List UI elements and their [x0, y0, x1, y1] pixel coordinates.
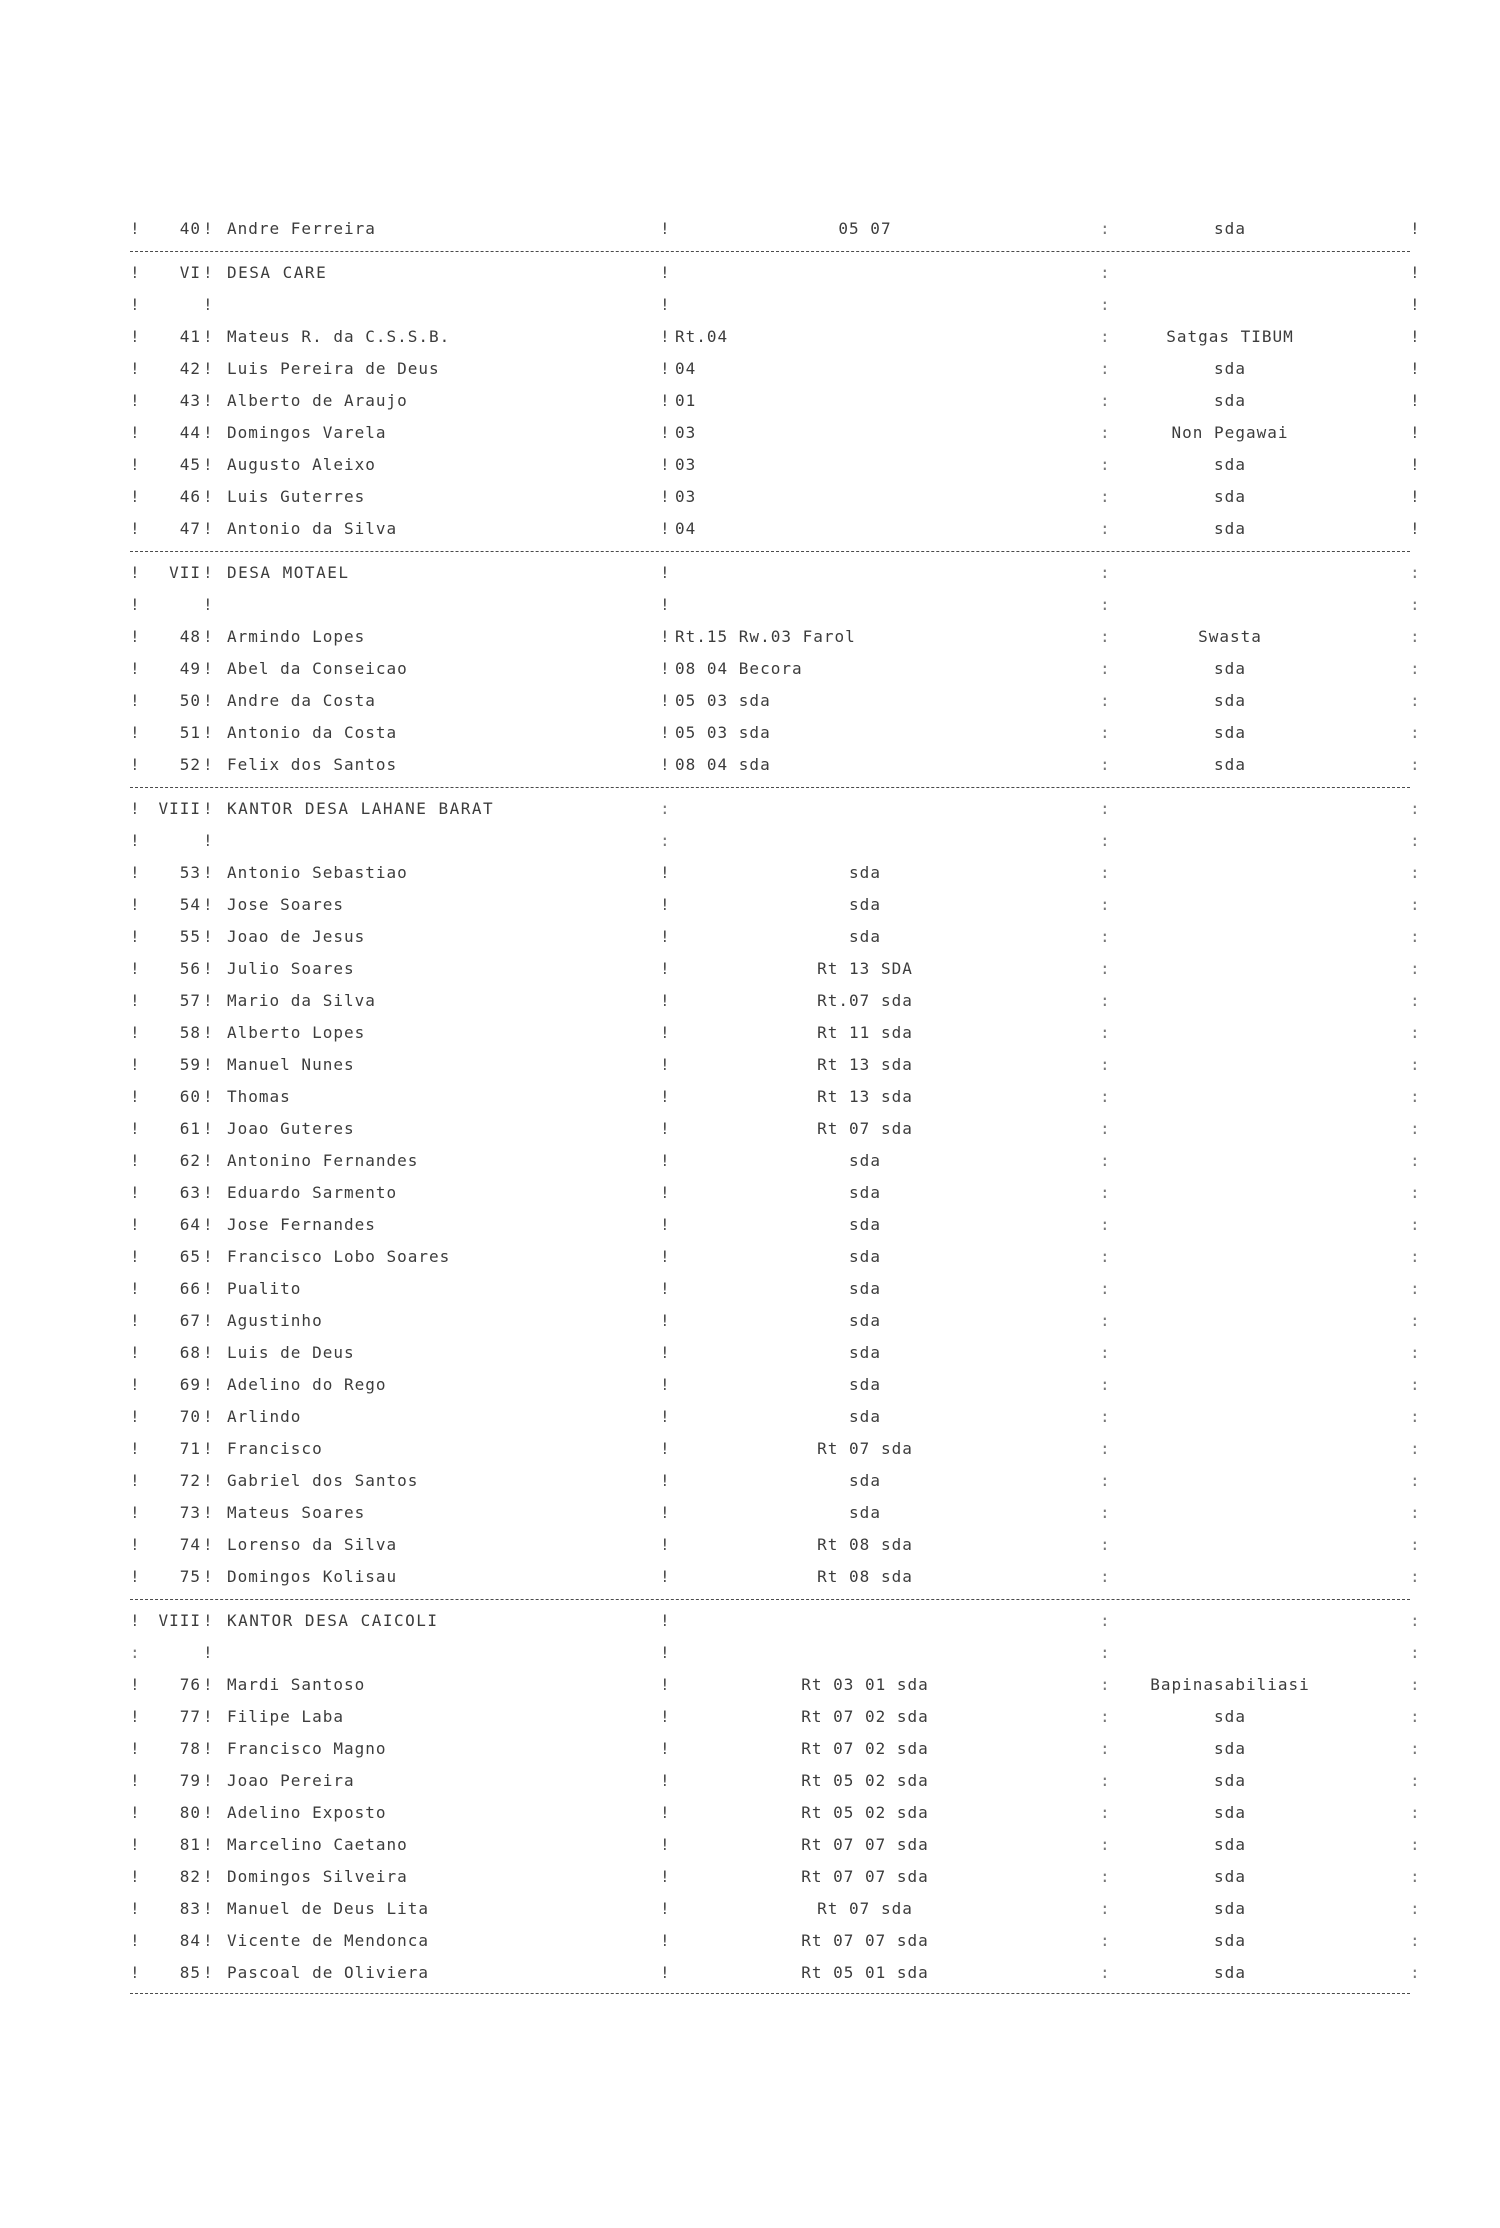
address-cell: 05 03 sda — [675, 691, 771, 710]
row-number: 68 — [179, 1343, 201, 1362]
address-cell: Rt 07 07 sda — [801, 1835, 929, 1854]
table-row: ! 45 ! Augusto Aleixo ! 03 : sda ! — [125, 449, 1415, 481]
table-row: ! 75 ! Domingos Kolisau ! Rt 08 sda : : — [125, 1561, 1415, 1593]
person-name: Andre da Costa — [227, 691, 376, 710]
row-number: 73 — [179, 1503, 201, 1522]
row-number: 72 — [179, 1471, 201, 1490]
occupation-cell: sda — [1214, 1931, 1246, 1950]
row-number: 40 — [179, 219, 201, 238]
section-divider — [125, 245, 1415, 257]
row-number: 41 — [179, 327, 201, 346]
row-number: 51 — [179, 723, 201, 742]
row-number: 82 — [179, 1867, 201, 1886]
table-row: ! 42 ! Luis Pereira de Deus ! 04 : sda ! — [125, 353, 1415, 385]
person-name: Domingos Silveira — [227, 1867, 408, 1886]
address-cell: Rt 07 sda — [817, 1119, 913, 1138]
address-cell: Rt.15 Rw.03 Farol — [675, 627, 856, 646]
person-name: Francisco Magno — [227, 1739, 387, 1758]
person-name: Alberto de Araujo — [227, 391, 408, 410]
row-number: 65 — [179, 1247, 201, 1266]
occupation-cell: sda — [1214, 219, 1246, 238]
table-row: ! 76 ! Mardi Santoso ! Rt 03 01 sda : Bapinasabiliasi : — [125, 1669, 1415, 1701]
person-name: Andre Ferreira — [227, 219, 376, 238]
address-cell: sda — [849, 1247, 881, 1266]
address-cell: 05 07 — [838, 219, 892, 238]
row-number: 83 — [179, 1899, 201, 1918]
row-number: 46 — [179, 487, 201, 506]
address-cell: sda — [849, 1343, 881, 1362]
person-name: Luis Pereira de Deus — [227, 359, 440, 378]
table-row: ! 84 ! Vicente de Mendonca ! Rt 07 07 sda : sda : — [125, 1925, 1415, 1957]
occupation-cell: sda — [1214, 359, 1246, 378]
address-cell: sda — [849, 1311, 881, 1330]
occupation-cell: sda — [1214, 659, 1246, 678]
row-number: 60 — [179, 1087, 201, 1106]
table-row: ! 46 ! Luis Guterres ! 03 : sda ! — [125, 481, 1415, 513]
occupation-cell: sda — [1214, 723, 1246, 742]
occupation-cell: sda — [1214, 455, 1246, 474]
occupation-cell: sda — [1214, 1963, 1246, 1982]
table-row: ! 67 ! Agustinho ! sda : : — [125, 1305, 1415, 1337]
row-number: 76 — [179, 1675, 201, 1694]
row-number: 85 — [179, 1963, 201, 1982]
person-name: Luis de Deus — [227, 1343, 355, 1362]
person-name: Adelino do Rego — [227, 1375, 387, 1394]
section-title: DESA MOTAEL — [227, 563, 350, 582]
table-row: ! 64 ! Jose Fernandes ! sda : : — [125, 1209, 1415, 1241]
table-row: ! 50 ! Andre da Costa ! 05 03 sda : sda : — [125, 685, 1415, 717]
table-row: ! 83 ! Manuel de Deus Lita ! Rt 07 sda : sda : — [125, 1893, 1415, 1925]
address-cell: Rt.07 sda — [817, 991, 913, 1010]
address-cell: 03 — [675, 423, 697, 442]
row-number: 42 — [179, 359, 201, 378]
table-row: ! 54 ! Jose Soares ! sda : : — [125, 889, 1415, 921]
row-number: 50 — [179, 691, 201, 710]
table-row: ! 61 ! Joao Guteres ! Rt 07 sda : : — [125, 1113, 1415, 1145]
blank-row: ! ! : : : — [130, 831, 1421, 850]
table-row: ! 51 ! Antonio da Costa ! 05 03 sda : sda : — [125, 717, 1415, 749]
table-row: ! 80 ! Adelino Exposto ! Rt 05 02 sda : sda : — [125, 1797, 1415, 1829]
person-name: Joao Pereira — [227, 1771, 355, 1790]
occupation-cell: sda — [1214, 1739, 1246, 1758]
table-bottom-border — [125, 1989, 1415, 1999]
address-cell: 08 04 Becora — [675, 659, 803, 678]
occupation-cell: sda — [1214, 691, 1246, 710]
blank-row: ! ! ! : ! — [130, 295, 1421, 314]
table-row: ! 82 ! Domingos Silveira ! Rt 07 07 sda : sda : — [125, 1861, 1415, 1893]
section-header: ! VIII ! KANTOR DESA LAHANE BARAT : : : — [125, 793, 1415, 825]
occupation-cell: sda — [1214, 519, 1246, 538]
person-name: Joao Guteres — [227, 1119, 355, 1138]
table-row: ! 78 ! Francisco Magno ! Rt 07 02 sda : sda : — [125, 1733, 1415, 1765]
address-cell: sda — [849, 1503, 881, 1522]
person-name: Filipe Laba — [227, 1707, 344, 1726]
person-name: Antonio Sebastiao — [227, 863, 408, 882]
address-cell: Rt.04 — [675, 327, 729, 346]
address-cell: sda — [849, 1407, 881, 1426]
person-name: Francisco Lobo Soares — [227, 1247, 451, 1266]
table-row: ! 52 ! Felix dos Santos ! 08 04 sda : sda : — [125, 749, 1415, 781]
address-cell: sda — [849, 1215, 881, 1234]
table-row: ! 74 ! Lorenso da Silva ! Rt 08 sda : : — [125, 1529, 1415, 1561]
table-row: ! 40 ! Andre Ferreira ! 05 07 : sda ! — [125, 213, 1415, 245]
table-row: ! 44 ! Domingos Varela ! 03 : Non Pegawai ! — [125, 417, 1415, 449]
row-number: 69 — [179, 1375, 201, 1394]
row-number: 80 — [179, 1803, 201, 1822]
row-number: 67 — [179, 1311, 201, 1330]
person-name: Adelino Exposto — [227, 1803, 387, 1822]
row-number: 49 — [179, 659, 201, 678]
person-name: Domingos Varela — [227, 423, 387, 442]
occupation-cell: sda — [1214, 1707, 1246, 1726]
row-number: 64 — [179, 1215, 201, 1234]
row-number: 45 — [179, 455, 201, 474]
address-cell: Rt 13 sda — [817, 1087, 913, 1106]
table-row: ! 49 ! Abel da Conseicao ! 08 04 Becora : sda : — [125, 653, 1415, 685]
person-name: Francisco — [227, 1439, 323, 1458]
person-name: Thomas — [227, 1087, 291, 1106]
occupation-cell: sda — [1214, 1771, 1246, 1790]
section-label: VII — [169, 563, 201, 582]
row-number: 47 — [179, 519, 201, 538]
table-row: ! 56 ! Julio Soares ! Rt 13 SDA : : — [125, 953, 1415, 985]
person-name: Felix dos Santos — [227, 755, 398, 774]
address-cell: Rt 07 sda — [817, 1439, 913, 1458]
row-number: 44 — [179, 423, 201, 442]
person-name: Mateus Soares — [227, 1503, 366, 1522]
person-name: Jose Soares — [227, 895, 344, 914]
row-number: 78 — [179, 1739, 201, 1758]
person-name: Mardi Santoso — [227, 1675, 366, 1694]
address-cell: 08 04 sda — [675, 755, 771, 774]
person-name: Abel da Conseicao — [227, 659, 408, 678]
row-number: 66 — [179, 1279, 201, 1298]
table-row: ! 48 ! Armindo Lopes ! Rt.15 Rw.03 Farol : Swasta : — [125, 621, 1415, 653]
table-row: ! 55 ! Joao de Jesus ! sda : : — [125, 921, 1415, 953]
address-cell: sda — [849, 927, 881, 946]
person-name: Augusto Aleixo — [227, 455, 376, 474]
occupation-cell: sda — [1214, 1835, 1246, 1854]
table-row: ! 59 ! Manuel Nunes ! Rt 13 sda : : — [125, 1049, 1415, 1081]
address-cell: Rt 11 sda — [817, 1023, 913, 1042]
address-cell: Rt 05 02 sda — [801, 1771, 929, 1790]
section-header: ! VIII ! KANTOR DESA CAICOLI ! : : — [125, 1605, 1415, 1637]
address-cell: sda — [849, 895, 881, 914]
address-cell: sda — [849, 1375, 881, 1394]
row-number: 62 — [179, 1151, 201, 1170]
occupation-cell: sda — [1214, 1899, 1246, 1918]
section-title: KANTOR DESA LAHANE BARAT — [227, 799, 495, 818]
table-row: ! 41 ! Mateus R. da C.S.S.B. ! Rt.04 : Satgas TIBUM ! — [125, 321, 1415, 353]
person-name: Antonio da Costa — [227, 723, 398, 742]
row-number: 84 — [179, 1931, 201, 1950]
address-cell: Rt 08 sda — [817, 1535, 913, 1554]
table-row: ! 43 ! Alberto de Araujo ! 01 : sda ! — [125, 385, 1415, 417]
person-name: Manuel de Deus Lita — [227, 1899, 430, 1918]
occupation-cell: Bapinasabiliasi — [1150, 1675, 1310, 1694]
person-name: Julio Soares — [227, 959, 355, 978]
address-cell: Rt 07 07 sda — [801, 1931, 929, 1950]
person-name: Mario da Silva — [227, 991, 376, 1010]
person-name: Luis Guterres — [227, 487, 366, 506]
address-cell: Rt 05 02 sda — [801, 1803, 929, 1822]
row-number: 71 — [179, 1439, 201, 1458]
table-row: ! 62 ! Antonino Fernandes ! sda : : — [125, 1145, 1415, 1177]
row-number: 56 — [179, 959, 201, 978]
row-number: 75 — [179, 1567, 201, 1586]
address-cell: Rt 08 sda — [817, 1567, 913, 1586]
row-number: 53 — [179, 863, 201, 882]
person-name: Pascoal de Oliviera — [227, 1963, 430, 1982]
person-name: Pualito — [227, 1279, 302, 1298]
table-row: ! 79 ! Joao Pereira ! Rt 05 02 sda : sda : — [125, 1765, 1415, 1797]
occupation-cell: sda — [1214, 1867, 1246, 1886]
address-cell: sda — [849, 863, 881, 882]
table-row: ! 69 ! Adelino do Rego ! sda : : — [125, 1369, 1415, 1401]
person-name: Vicente de Mendonca — [227, 1931, 430, 1950]
section-divider — [125, 781, 1415, 793]
occupation-cell: sda — [1214, 487, 1246, 506]
table-row: ! 60 ! Thomas ! Rt 13 sda : : — [125, 1081, 1415, 1113]
section-label: VI — [179, 263, 201, 282]
occupation-cell: Satgas TIBUM — [1166, 327, 1294, 346]
table-row: ! 71 ! Francisco ! Rt 07 sda : : — [125, 1433, 1415, 1465]
blank-row: : ! ! : : — [130, 1643, 1421, 1662]
address-cell: 04 — [675, 359, 697, 378]
section-label: VIII — [158, 1611, 201, 1630]
section-divider — [125, 545, 1415, 557]
person-name: Manuel Nunes — [227, 1055, 355, 1074]
table-row: ! 68 ! Luis de Deus ! sda : : — [125, 1337, 1415, 1369]
row-number: 54 — [179, 895, 201, 914]
address-cell: Rt 03 01 sda — [801, 1675, 929, 1694]
address-cell: sda — [849, 1471, 881, 1490]
address-cell: Rt 13 SDA — [817, 959, 913, 978]
person-name: Marcelino Caetano — [227, 1835, 408, 1854]
occupation-cell: sda — [1214, 1803, 1246, 1822]
person-name: Agustinho — [227, 1311, 323, 1330]
table-row: ! 81 ! Marcelino Caetano ! Rt 07 07 sda : sda : — [125, 1829, 1415, 1861]
person-name: Domingos Kolisau — [227, 1567, 398, 1586]
row-number: 52 — [179, 755, 201, 774]
section-title: DESA CARE — [227, 263, 328, 282]
address-cell: sda — [849, 1151, 881, 1170]
person-name: Gabriel dos Santos — [227, 1471, 419, 1490]
person-name: Lorenso da Silva — [227, 1535, 398, 1554]
address-cell: 03 — [675, 455, 697, 474]
address-cell: Rt 07 02 sda — [801, 1707, 929, 1726]
occupation-cell: Swasta — [1198, 627, 1262, 646]
row-number: 70 — [179, 1407, 201, 1426]
table-row: ! 57 ! Mario da Silva ! Rt.07 sda : : — [125, 985, 1415, 1017]
row-number: 59 — [179, 1055, 201, 1074]
person-name: Armindo Lopes — [227, 627, 366, 646]
person-name: Antonio da Silva — [227, 519, 398, 538]
person-name: Alberto Lopes — [227, 1023, 366, 1042]
table-row: ! 58 ! Alberto Lopes ! Rt 11 sda : : — [125, 1017, 1415, 1049]
row-number: 79 — [179, 1771, 201, 1790]
person-name: Arlindo — [227, 1407, 302, 1426]
table-row: ! 77 ! Filipe Laba ! Rt 07 02 sda : sda : — [125, 1701, 1415, 1733]
section-label: VIII — [158, 799, 201, 818]
table-row: ! 73 ! Mateus Soares ! sda : : — [125, 1497, 1415, 1529]
table-row: ! 65 ! Francisco Lobo Soares ! sda : : — [125, 1241, 1415, 1273]
row-number: 63 — [179, 1183, 201, 1202]
occupation-cell: sda — [1214, 755, 1246, 774]
row-number: 74 — [179, 1535, 201, 1554]
person-name: Jose Fernandes — [227, 1215, 376, 1234]
table-row: ! 47 ! Antonio da Silva ! 04 : sda ! — [125, 513, 1415, 545]
address-cell: 05 03 sda — [675, 723, 771, 742]
person-name: Eduardo Sarmento — [227, 1183, 398, 1202]
person-name: Mateus R. da C.S.S.B. — [227, 327, 451, 346]
address-cell: Rt 07 02 sda — [801, 1739, 929, 1758]
person-name: Antonino Fernandes — [227, 1151, 419, 1170]
table-row: ! 70 ! Arlindo ! sda : : — [125, 1401, 1415, 1433]
table-row: ! 85 ! Pascoal de Oliviera ! Rt 05 01 sda : sda : — [125, 1957, 1415, 1989]
row-number: 57 — [179, 991, 201, 1010]
table-row: ! 72 ! Gabriel dos Santos ! sda : : — [125, 1465, 1415, 1497]
person-name: Joao de Jesus — [227, 927, 366, 946]
row-number: 77 — [179, 1707, 201, 1726]
document-table — [125, 213, 1421, 1999]
row-number: 58 — [179, 1023, 201, 1042]
section-title: KANTOR DESA CAICOLI — [227, 1611, 439, 1630]
section-header: ! VI ! DESA CARE ! : ! — [125, 257, 1415, 289]
occupation-cell: Non Pegawai — [1171, 423, 1289, 442]
blank-row: ! ! ! : : — [130, 595, 1421, 614]
row-number: 61 — [179, 1119, 201, 1138]
address-cell: Rt 13 sda — [817, 1055, 913, 1074]
address-cell: 01 — [675, 391, 697, 410]
address-cell: Rt 05 01 sda — [801, 1963, 929, 1982]
row-number: 48 — [179, 627, 201, 646]
row-number: 55 — [179, 927, 201, 946]
occupation-cell: sda — [1214, 391, 1246, 410]
address-cell: Rt 07 07 sda — [801, 1867, 929, 1886]
address-cell: sda — [849, 1279, 881, 1298]
address-cell: sda — [849, 1183, 881, 1202]
address-cell: 03 — [675, 487, 697, 506]
row-number: 43 — [179, 391, 201, 410]
row-number: 81 — [179, 1835, 201, 1854]
section-divider — [125, 1593, 1415, 1605]
address-cell: 04 — [675, 519, 697, 538]
address-cell: Rt 07 sda — [817, 1899, 913, 1918]
table-row: ! 53 ! Antonio Sebastiao ! sda : : — [125, 857, 1415, 889]
section-header: ! VII ! DESA MOTAEL ! : : — [125, 557, 1415, 589]
table-row: ! 63 ! Eduardo Sarmento ! sda : : — [125, 1177, 1415, 1209]
table-row: ! 66 ! Pualito ! sda : : — [125, 1273, 1415, 1305]
